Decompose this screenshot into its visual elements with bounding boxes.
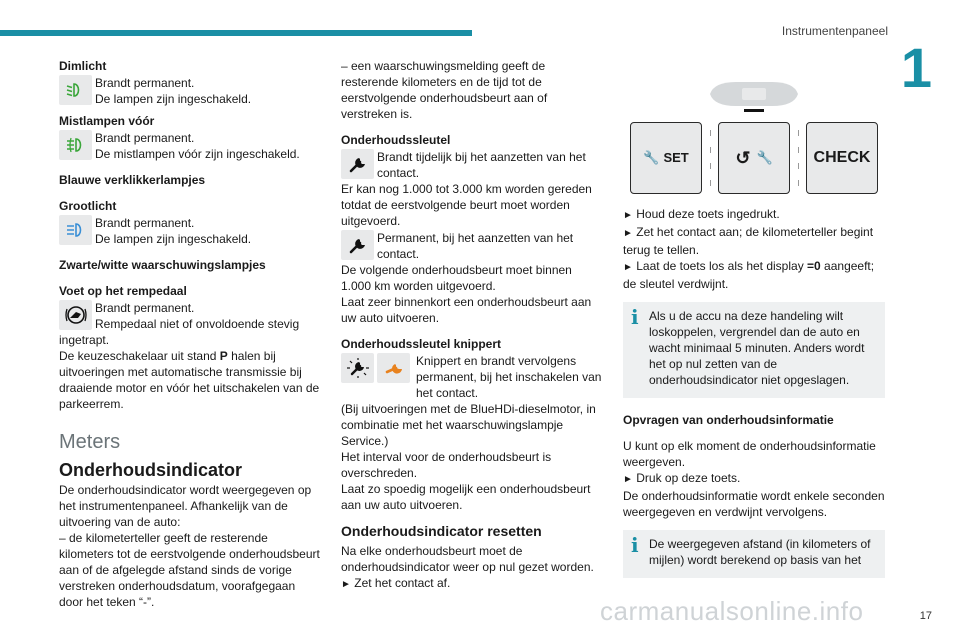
heading-dimlicht: Dimlicht xyxy=(59,59,107,73)
voet-line-1: Brandt permanent. xyxy=(95,301,195,315)
column-1 xyxy=(59,58,321,610)
wrench-blink-icon xyxy=(341,353,374,383)
row-sleutel-1 xyxy=(341,149,603,181)
dimlicht-line-2: De lampen zijn ingeschakeld. xyxy=(95,92,252,106)
heading-opvragen: Opvragen van onderhoudsinformatie xyxy=(623,413,834,427)
row-dimlicht xyxy=(59,75,321,107)
onderhoud-p1: De onderhoudsindicator wordt weergegeven op het instrumentenpaneel. Afhankelijk van de uitvoering van de auto: xyxy=(59,483,312,529)
info-note-1-text: Als u de accu na deze handeling wilt loskoppelen, vergrendel dan de auto en wacht minimaal 5 minuten. Anders wordt het op nul zetten van de onderhoudsindicator niet opgeslagen. xyxy=(649,309,865,387)
heading-knipper: Onderhoudssleutel knippert xyxy=(341,337,502,351)
info-note-1 xyxy=(623,302,885,398)
heading-meters: Meters xyxy=(59,431,121,453)
info-note-2-text: De weergegeven afstand (in kilometers of mijlen) wordt berekend op basis van het xyxy=(649,537,871,567)
opvragen-p2: De onderhoudsinformatie wordt enkele seconden weergegeven en verdwijnt vervolgens. xyxy=(623,489,885,519)
step-1-text: Houd deze toets ingedrukt. xyxy=(636,207,780,221)
wrench-icon: 🔧 xyxy=(756,150,773,165)
voet-p-b: P xyxy=(219,349,228,363)
set-label: SET xyxy=(663,150,689,165)
foot-on-brake-icon xyxy=(59,300,92,330)
reset-p1: Na elke onderhoudsbeurt moet de onderhoudsindicator weer op nul gezet worden. xyxy=(341,544,594,574)
wrench-icon xyxy=(341,230,374,260)
wrench-orange-icon xyxy=(377,353,410,383)
step-3-a: Laat de toets los als het display xyxy=(636,259,808,273)
watermark: carmanualsonline.info xyxy=(600,596,864,626)
dashboard-illustration xyxy=(623,76,885,116)
column-2 xyxy=(341,58,603,593)
sleutel-line-2: Permanent, bij het aanzetten van het contact. xyxy=(377,231,574,261)
row-voet xyxy=(59,300,321,332)
chapter-number: 1 xyxy=(900,36,932,99)
row-knipper xyxy=(341,353,603,401)
mist-line-2: De mistlampen vóór zijn ingeschakeld. xyxy=(95,147,300,161)
groot-line-2: De lampen zijn ingeschakeld. xyxy=(95,232,252,246)
heading-mist: Mistlampen vóór xyxy=(59,114,155,128)
col2-intro: – een waarschuwingsmelding geeft de resterende kilometers en de tijd tot de eerstvolgende onderhoudsbeurt aan of verstreken is. xyxy=(341,59,548,121)
header-bar xyxy=(0,30,472,36)
wrench-icon: 🔧 xyxy=(643,150,660,165)
opvragen-p1: U kunt op elk moment de onderhoudsinformatie weergeven. xyxy=(623,439,876,469)
step-2-text: Zet het contact aan; de kilometerteller begint terug te tellen. xyxy=(623,225,874,257)
separator xyxy=(708,130,712,186)
heading-reset: Onderhoudsindicator resetten xyxy=(341,523,542,539)
step-3-b: =0 xyxy=(807,259,821,273)
button-row xyxy=(623,122,885,194)
check-button[interactable]: CHECK xyxy=(806,122,878,194)
opvragen-step: ► Druk op deze toets. xyxy=(623,471,741,485)
reset-step-1-text: Zet het contact af. xyxy=(354,576,451,590)
sleutel-p2: De volgende onderhoudsbeurt moet binnen 1.000 km worden uitgevoerd. xyxy=(341,263,572,293)
knipper-line-1: Knippert en brandt vervolgens permanent, bij het inschakelen van het contact. xyxy=(416,354,602,400)
opvragen-step-text: Druk op deze toets. xyxy=(636,471,741,485)
voet-line-3: ingetrapt. xyxy=(59,333,110,347)
separator xyxy=(796,130,800,186)
page-number: 17 xyxy=(919,610,932,622)
sleutel-p1: Er kan nog 1.000 tot 3.000 km worden gereden totdat de eerstvolgende beurt moet worden uitgevoerd. xyxy=(341,182,592,228)
mist-line-1: Brandt permanent. xyxy=(95,131,195,145)
dimlicht-line-1: Brandt permanent. xyxy=(95,76,195,90)
voet-paragraph xyxy=(59,348,321,412)
heading-zwart: Zwarte/witte waarschuwingslampjes xyxy=(59,258,266,272)
sleutel-line-1: Brandt tijdelijk bij het aanzetten van het contact. xyxy=(377,150,586,180)
info-icon: i xyxy=(631,533,639,557)
column-3 xyxy=(623,76,885,578)
front-fog-icon xyxy=(59,130,92,160)
heading-blauw: Blauwe verklikkerlampjes xyxy=(59,173,206,187)
step-3: ► Laat de toets los als het display =0 aangeeft; de sleutel verdwijnt. xyxy=(623,259,875,291)
step-2: ► Zet het contact aan; de kilometerteller begint terug te tellen. xyxy=(623,225,874,257)
info-icon: i xyxy=(631,305,639,329)
reset-trip-button[interactable] xyxy=(718,122,790,194)
return-arrow-icon: ↺ xyxy=(735,148,751,168)
row-groot xyxy=(59,215,321,247)
high-beam-icon xyxy=(59,215,92,245)
step-3-c: aangeeft; de sleutel verdwijnt. xyxy=(623,259,875,291)
knipper-p1: (Bij uitvoeringen met de BlueHDi-dieselmotor, in combinatie met het waarschuwingslampje Service.) xyxy=(341,402,596,448)
reset-step-1: ► Zet het contact af. xyxy=(341,576,451,590)
voet-p-c: halen bij uitvoeringen met automatische transmissie bij draaiende motor en vóór het uitschakelen van de parkeerrem. xyxy=(59,349,320,411)
info-note-2 xyxy=(623,530,885,578)
heading-groot: Grootlicht xyxy=(59,199,117,213)
heading-voet: Voet op het rempedaal xyxy=(59,284,187,298)
section-title: Instrumentenpaneel xyxy=(781,24,888,38)
heading-onderhoudsindicator: Onderhoudsindicator xyxy=(59,460,243,480)
voet-line-2: Rempedaal niet of onvoldoende stevig xyxy=(95,317,300,331)
wrench-icon xyxy=(341,149,374,179)
heading-sleutel: Onderhoudssleutel xyxy=(341,133,451,147)
knipper-p2: Het interval voor de onderhoudsbeurt is overschreden. xyxy=(341,450,552,480)
knipper-p3: Laat zo spoedig mogelijk een onderhoudsbeurt aan uw auto uitvoeren. xyxy=(341,482,591,512)
voet-p-a: De keuzeschakelaar uit stand xyxy=(59,349,220,363)
onderhoud-p2: – de kilometerteller geeft de resterende kilometers tot de eerstvolgende onderhoudsbeurt aan of de afgelegde afstand sinds de vorige verstreken onderhoudsdatum, voorafgegaan door het teken “-”. xyxy=(59,531,320,609)
step-1: ► Houd deze toets ingedrukt. xyxy=(623,207,780,221)
set-button[interactable] xyxy=(630,122,702,194)
row-sleutel-2 xyxy=(341,230,603,262)
row-mist xyxy=(59,130,321,162)
low-beam-icon xyxy=(59,75,92,105)
sleutel-p3: Laat zeer binnenkort een onderhoudsbeurt aan uw auto uitvoeren. xyxy=(341,295,592,325)
groot-line-1: Brandt permanent. xyxy=(95,216,195,230)
